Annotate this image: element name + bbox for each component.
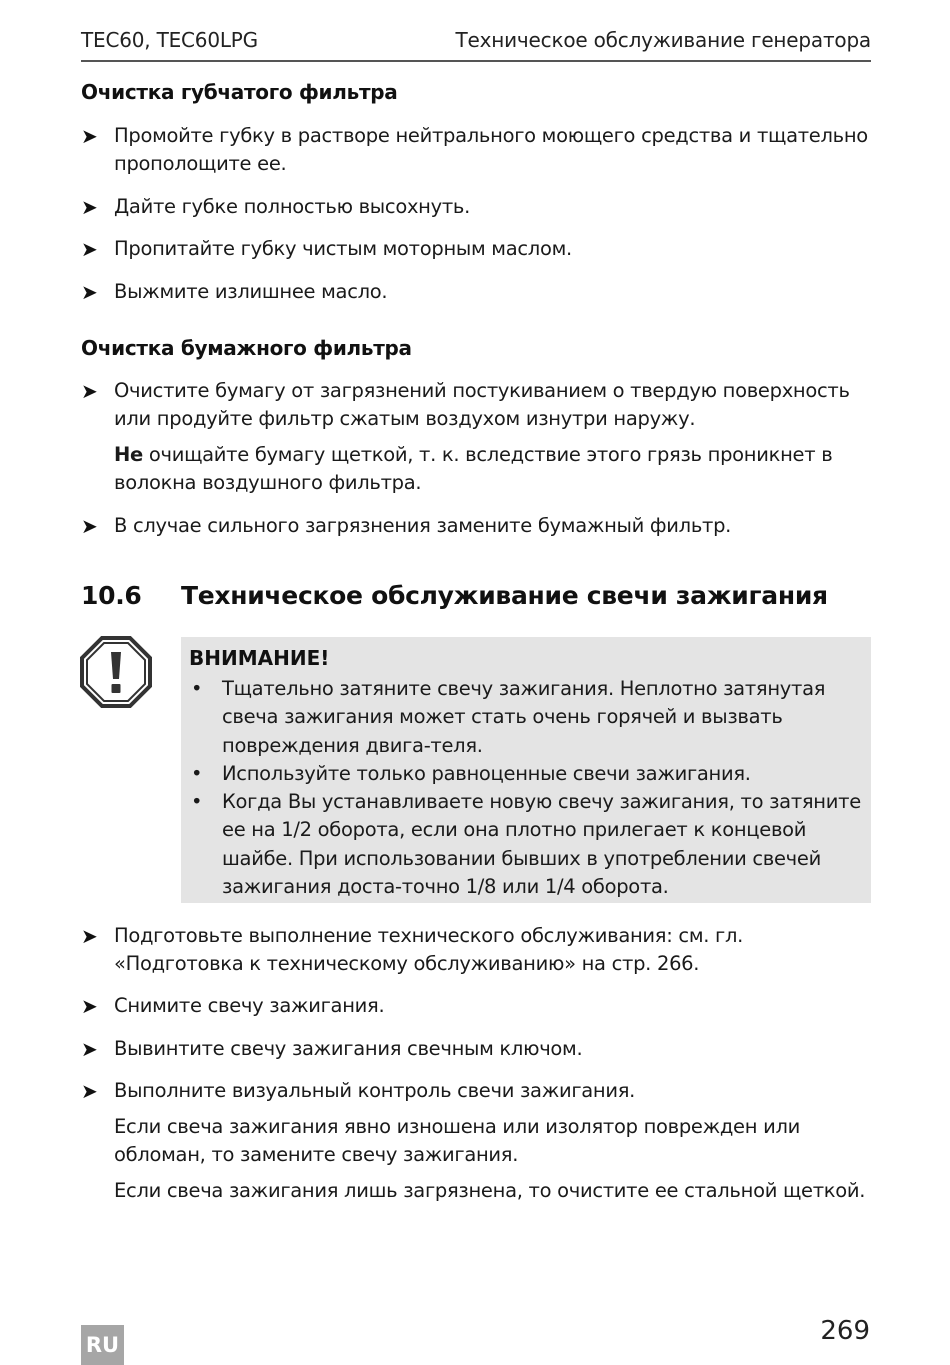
step-item — [81, 377, 871, 433]
arrow-icon: ➤ — [81, 994, 98, 1018]
step-item — [81, 122, 871, 178]
warning-item-text: Используйте только равноценные свечи зажигания. — [222, 761, 751, 785]
arrow-icon: ➤ — [81, 124, 98, 148]
arrow-icon: ➤ — [81, 237, 98, 261]
sponge-filter-heading: Очистка губчатого фильтра — [81, 80, 398, 104]
warning-box — [181, 637, 871, 903]
header-model: TEC60, TEC60LPG — [81, 28, 258, 52]
step-text: Выполните визуальный контроль свечи зажигания. — [114, 1079, 636, 1102]
arrow-icon: ➤ — [81, 924, 98, 948]
warning-item — [189, 788, 861, 901]
step-item — [81, 235, 871, 263]
step-text: Снимите свечу зажигания. — [114, 994, 385, 1017]
step-item — [81, 992, 871, 1020]
header-section: Техническое обслуживание генератора — [455, 28, 871, 52]
section-number: 10.6 — [81, 581, 142, 610]
step-text: Промойте губку в растворе нейтрального моющего средства и тщательно прополощите ее. — [114, 124, 868, 175]
arrow-icon: ➤ — [81, 1079, 98, 1103]
arrow-icon: ➤ — [81, 379, 98, 403]
step-text: В случае сильного загрязнения замените бумажный фильтр. — [114, 514, 732, 537]
warning-title: ВНИМАНИЕ! — [189, 646, 330, 670]
paper-filter-heading: Очистка бумажного фильтра — [81, 336, 412, 360]
step-text: Выжмите излишнее масло. — [114, 280, 388, 303]
arrow-icon: ➤ — [81, 280, 98, 304]
warning-item — [189, 675, 861, 760]
step-text: Дайте губке полностью высохнуть. — [114, 195, 471, 218]
warning-item-text: Тщательно затяните свечу зажигания. Неплотно затянутая свеча зажигания может стать очень горячей и вызвать повреждения двига-теля. — [222, 677, 826, 757]
note-bold: Не — [114, 443, 143, 466]
arrow-icon: ➤ — [81, 1037, 98, 1061]
paper-note — [114, 441, 871, 497]
step-item — [81, 278, 871, 306]
step-text: Вывинтите свечу зажигания свечным ключом. — [114, 1037, 583, 1060]
step-text: Очистите бумагу от загрязнений постукиванием о твердую поверхность или продуйте фильтр сжатым воздухом изнутри наружу. — [114, 379, 850, 430]
spark-plug-paragraph: Если свеча зажигания лишь загрязнена, то очистите ее стальной щеткой. — [114, 1179, 866, 1202]
page-header — [81, 28, 871, 62]
section-heading — [81, 581, 871, 610]
bullet-icon: • — [191, 790, 203, 814]
step-item — [81, 512, 871, 540]
warning-octagon-icon — [80, 636, 152, 708]
note-text: очищайте бумагу щеткой, т. к. вследствие этого грязь проникнет в волокна воздушного фильтра. — [114, 443, 833, 494]
page-number: 269 — [820, 1316, 870, 1346]
bullet-icon: • — [191, 677, 203, 700]
section-title: Техническое обслуживание свечи зажигания — [181, 581, 828, 610]
spark-plug-paragraph: Если свеча зажигания явно изношена или изолятор поврежден или обломан, то замените свечу зажигания. — [114, 1115, 801, 1166]
warning-item — [189, 760, 861, 788]
bullet-icon: • — [191, 761, 203, 785]
step-item — [81, 922, 871, 978]
language-badge: RU — [81, 1325, 124, 1365]
step-item — [81, 1035, 871, 1063]
warning-item-text: Когда Вы устанавливаете новую свечу зажигания, то затяните ее на 1/2 оборота, если она плотно прилегает к концевой шайбе. При использовании бывших в употреблении свечей зажигания доста-точно 1/8 или 1/4 оборота. — [222, 790, 861, 899]
step-item — [81, 1077, 871, 1105]
arrow-icon: ➤ — [81, 195, 98, 219]
arrow-icon: ➤ — [81, 514, 98, 538]
step-item — [81, 193, 871, 221]
step-text: Пропитайте губку чистым моторным маслом. — [114, 237, 572, 260]
step-text: Подготовьте выполнение технического обслуживания: см. гл. «Подготовка к техническому обслуживанию» на стр. 266. — [114, 924, 744, 975]
